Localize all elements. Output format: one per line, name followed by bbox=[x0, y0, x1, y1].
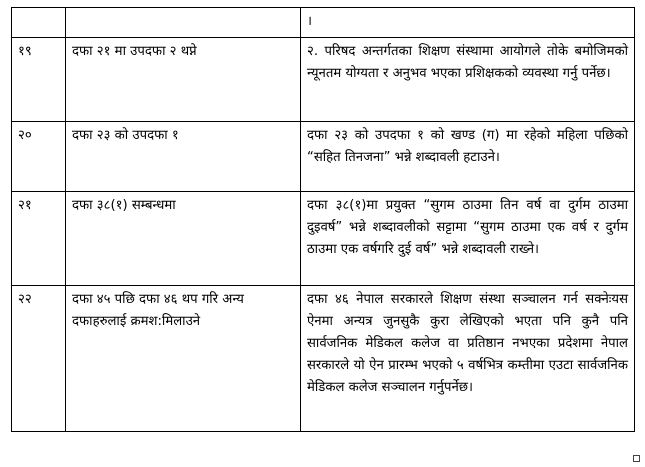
amendment-table bbox=[11, 7, 635, 432]
table-row bbox=[12, 192, 635, 286]
amendment-text: दफा ३८(१)मा प्रयुक्त “सुगम ठाउमा तिन वर्ष वा दुर्गम ठाउमा दुइवर्ष” भन्ने शब्दावलीको सट्टामा “सुगम ठाउमा एक वर्ष र दुर्गम ठाउमा एक वर्षगरि दुई वर्ष” भन्ने शब्दावली राख्ने। bbox=[307, 198, 628, 257]
section-topic: दफा २३ को उपदफा १ bbox=[72, 128, 179, 143]
section-topic: दफा ३८(१) सम्बन्धमा bbox=[72, 198, 176, 213]
amendment-text-cell[interactable] bbox=[301, 122, 635, 192]
row-number-cell[interactable] bbox=[12, 38, 66, 122]
section-topic-cell[interactable] bbox=[66, 38, 301, 122]
table-row bbox=[12, 122, 635, 192]
amendment-text-cell[interactable] bbox=[301, 38, 635, 122]
row-number: २० bbox=[18, 128, 32, 143]
row-number: २२ bbox=[18, 292, 32, 307]
row-number-cell[interactable] bbox=[12, 122, 66, 192]
amendment-text-cell[interactable] bbox=[301, 192, 635, 286]
section-topic-cell[interactable] bbox=[66, 286, 301, 432]
row-number-cell[interactable] bbox=[12, 8, 66, 38]
amendment-text: । bbox=[307, 14, 312, 29]
row-number: २१ bbox=[18, 198, 32, 213]
amendment-text-cell[interactable] bbox=[301, 286, 635, 432]
table-resize-handle[interactable] bbox=[633, 455, 640, 462]
section-topic: दफा २१ मा उपदफा २ थप्ने bbox=[72, 44, 197, 59]
amendment-text: २. परिषद अन्तर्गतका शिक्षण संस्थामा आयोगले तोके बमोजिमको न्यूनतम योग्यता र अनुभव भएका प्रशिक्षकको व्यवस्था गर्नु पर्नेछ। bbox=[307, 44, 628, 81]
amendment-text: दफा ४६ नेपाल सरकारले शिक्षण संस्था सञ्चालन गर्न सक्नेःयस ऐनमा अन्यत्र जुनसुकै कुरा लेखिएको भएता पनि कुनै पनि सार्वजनिक मेडिकल कलेज वा प्रतिष्ठान नभएका प्रदेशमा नेपाल सरकारले यो ऐन प्रारम्भ भएको ५ वर्षभित्र कम्तीमा एउटा सार्वजनिक मेडिकल कलेज सञ्चालन गर्नुपर्नेछ। bbox=[307, 292, 628, 395]
section-topic-cell[interactable] bbox=[66, 8, 301, 38]
table-row bbox=[12, 8, 635, 38]
section-topic-cell[interactable] bbox=[66, 192, 301, 286]
row-number-cell[interactable] bbox=[12, 286, 66, 432]
row-number-cell[interactable] bbox=[12, 192, 66, 286]
amendment-text-cell[interactable] bbox=[301, 8, 635, 38]
amendment-text: दफा २३ को उपदफा १ को खण्ड (ग) मा रहेको महिला पछिको “सहित तिनजना” भन्ने शब्दावली हटाउने। bbox=[307, 128, 628, 165]
row-number: १९ bbox=[18, 44, 32, 59]
table-row bbox=[12, 38, 635, 122]
table-row bbox=[12, 286, 635, 432]
section-topic: दफा ४५ पछि दफा ४६ थप गरि अन्य दफाहरुलाई क्रमश:मिलाउने bbox=[72, 292, 244, 329]
section-topic-cell[interactable] bbox=[66, 122, 301, 192]
